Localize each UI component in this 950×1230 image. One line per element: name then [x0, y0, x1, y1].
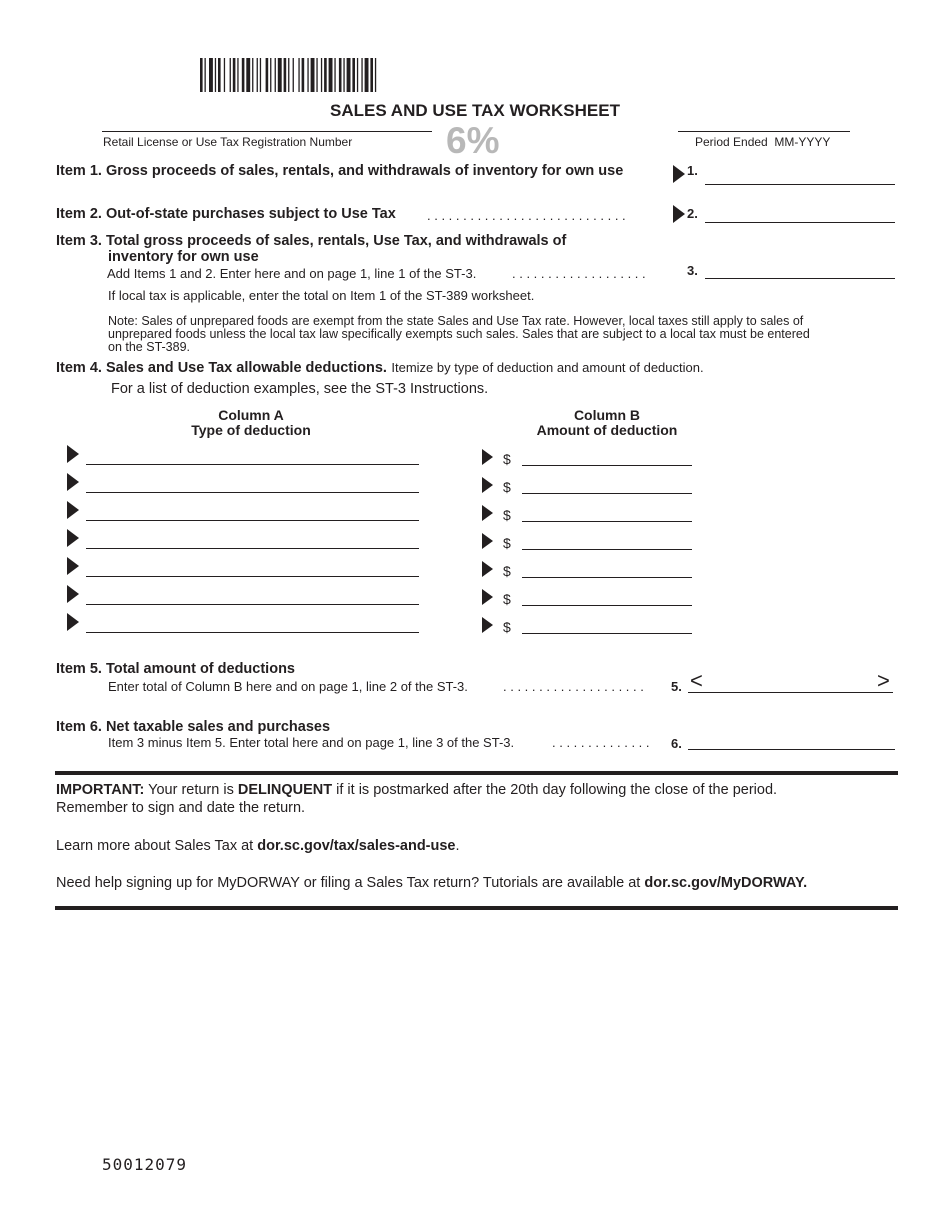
item4-examples: For a list of deduction examples, see the ST-3 Instructions. [111, 381, 489, 397]
item3-note-line3: on the ST-389. [108, 340, 191, 354]
item3-field[interactable] [705, 262, 895, 279]
item5-close-bracket: > [877, 668, 890, 693]
item5-instruction: Enter total of Column B here and on page 1, line 2 of the ST-3. [108, 679, 468, 694]
arrow-icon [482, 561, 493, 577]
deduction-amount-field[interactable] [522, 561, 692, 578]
currency-symbol: $ [503, 535, 511, 551]
arrow-icon [67, 613, 79, 631]
arrow-icon [482, 449, 493, 465]
column-a-header [151, 408, 351, 438]
item2-number: 2. [687, 206, 698, 221]
item6-number: 6. [671, 736, 682, 751]
sign-reminder: Remember to sign and date the return. [56, 800, 306, 816]
item5-open-bracket: < [690, 668, 703, 693]
arrow-icon [67, 557, 79, 575]
deduction-amount-field[interactable] [522, 477, 692, 494]
item2-field[interactable] [705, 206, 895, 223]
item6-label: Item 6. Net taxable sales and purchases [56, 719, 331, 735]
currency-symbol: $ [503, 563, 511, 579]
arrow-icon [67, 473, 79, 491]
item5-number: 5. [671, 679, 682, 694]
item1-field[interactable] [705, 168, 895, 185]
deduction-amount-field[interactable] [522, 449, 692, 466]
arrow-icon [482, 533, 493, 549]
important-notice [56, 781, 777, 799]
currency-symbol: $ [503, 591, 511, 607]
item3-instruction: Add Items 1 and 2. Enter here and on page 1, line 1 of the ST-3. [107, 266, 477, 281]
column-b-subtitle: Amount of deduction [536, 422, 678, 438]
learn-more [56, 837, 460, 855]
item3-note-line2: unprepared foods unless the local tax law specifically exempts such sales. Sales that are subject to a local tax must be entered [108, 327, 810, 341]
column-b-header [507, 408, 707, 438]
barcode [200, 58, 470, 92]
item5-field[interactable] [688, 676, 893, 693]
arrow-icon [482, 477, 493, 493]
arrow-icon [482, 589, 493, 605]
item3-leader-dots: . . . . . . . . . . . . . . . . . . . [512, 266, 646, 281]
currency-symbol: $ [503, 619, 511, 635]
item3-local-note: If local tax is applicable, enter the total on Item 1 of the ST-389 worksheet. [108, 288, 535, 303]
learn-more-period: . [455, 838, 460, 854]
item6-leader-dots: . . . . . . . . . . . . . . [552, 735, 650, 750]
deduction-type-field[interactable] [86, 560, 419, 577]
deduction-type-field[interactable] [86, 588, 419, 605]
license-number-label: Retail License or Use Tax Registration Number [103, 135, 353, 149]
important-text-a: Your return is [148, 782, 234, 798]
arrow-icon [482, 505, 493, 521]
item6-instruction: Item 3 minus Item 5. Enter total here and on page 1, line 3 of the ST-3. [108, 735, 515, 750]
arrow-icon [67, 585, 79, 603]
item6-field[interactable] [688, 733, 895, 750]
period-ended-label: Period Ended MM-YYYY [695, 135, 831, 149]
important-text-b: if it is postmarked after the 20th day following the close of the period. [336, 782, 778, 798]
item5-leader-dots: . . . . . . . . . . . . . . . . . . . . [503, 679, 644, 694]
tax-rate-watermark: 6% [446, 120, 500, 161]
item3-label: Item 3. Total gross proceeds of sales, rentals, Use Tax, and withdrawals of [56, 233, 567, 249]
item1-label: Item 1. Gross proceeds of sales, rentals, and withdrawals of inventory for own use [56, 163, 624, 179]
item2-leader-dots: . . . . . . . . . . . . . . . . . . . . . . . . . . . . [427, 208, 626, 223]
form-code: 50012079 [102, 1155, 188, 1174]
item4-label: Item 4. Sales and Use Tax allowable deductions. [56, 360, 387, 376]
arrow-icon [67, 529, 79, 547]
currency-symbol: $ [503, 451, 511, 467]
deduction-type-field[interactable] [86, 476, 419, 493]
deduction-type-field[interactable] [86, 504, 419, 521]
mydorway-link[interactable]: dor.sc.gov/MyDORWAY. [644, 875, 808, 891]
item2-label: Item 2. Out-of-state purchases subject to Use Tax [56, 206, 396, 222]
deduction-amount-field[interactable] [522, 505, 692, 522]
deduction-type-field[interactable] [86, 448, 419, 465]
item3-note-line1: Note: Sales of unprepared foods are exempt from the state Sales and Use Tax rate. However, local taxes still apply to sales of [108, 314, 804, 328]
form-title: SALES AND USE TAX WORKSHEET [330, 101, 620, 120]
item3-label-cont: inventory for own use [108, 249, 259, 265]
item4-label-rest: Itemize by type of deduction and amount of deduction. [391, 360, 704, 375]
important-label: IMPORTANT: [56, 782, 145, 798]
deduction-type-field[interactable] [86, 532, 419, 549]
item1-number: 1. [687, 163, 698, 178]
deduction-amount-field[interactable] [522, 533, 692, 550]
currency-symbol: $ [503, 479, 511, 495]
item3-number: 3. [687, 263, 698, 278]
deduction-amount-field[interactable] [522, 589, 692, 606]
arrow-icon [673, 165, 685, 183]
divider-top [55, 771, 898, 775]
deduction-amount-field[interactable] [522, 617, 692, 634]
learn-more-text: Learn more about Sales Tax at [56, 838, 254, 854]
help-text-row [56, 874, 807, 892]
column-a-subtitle: Type of deduction [191, 422, 311, 438]
deduction-type-field[interactable] [86, 616, 419, 633]
arrow-icon [673, 205, 685, 223]
delinquent-text: DELINQUENT [237, 782, 333, 798]
currency-symbol: $ [503, 507, 511, 523]
arrow-icon [67, 501, 79, 519]
column-b-title: Column B [573, 407, 641, 423]
item4-heading [56, 359, 704, 377]
arrow-icon [482, 617, 493, 633]
help-text: Need help signing up for MyDORWAY or filing a Sales Tax return? Tutorials are available at [56, 875, 641, 891]
arrow-icon [67, 445, 79, 463]
item5-label: Item 5. Total amount of deductions [56, 661, 295, 677]
sales-tax-link[interactable]: dor.sc.gov/tax/sales-and-use [257, 838, 456, 854]
column-a-title: Column A [218, 407, 284, 423]
divider-bottom [55, 906, 898, 910]
